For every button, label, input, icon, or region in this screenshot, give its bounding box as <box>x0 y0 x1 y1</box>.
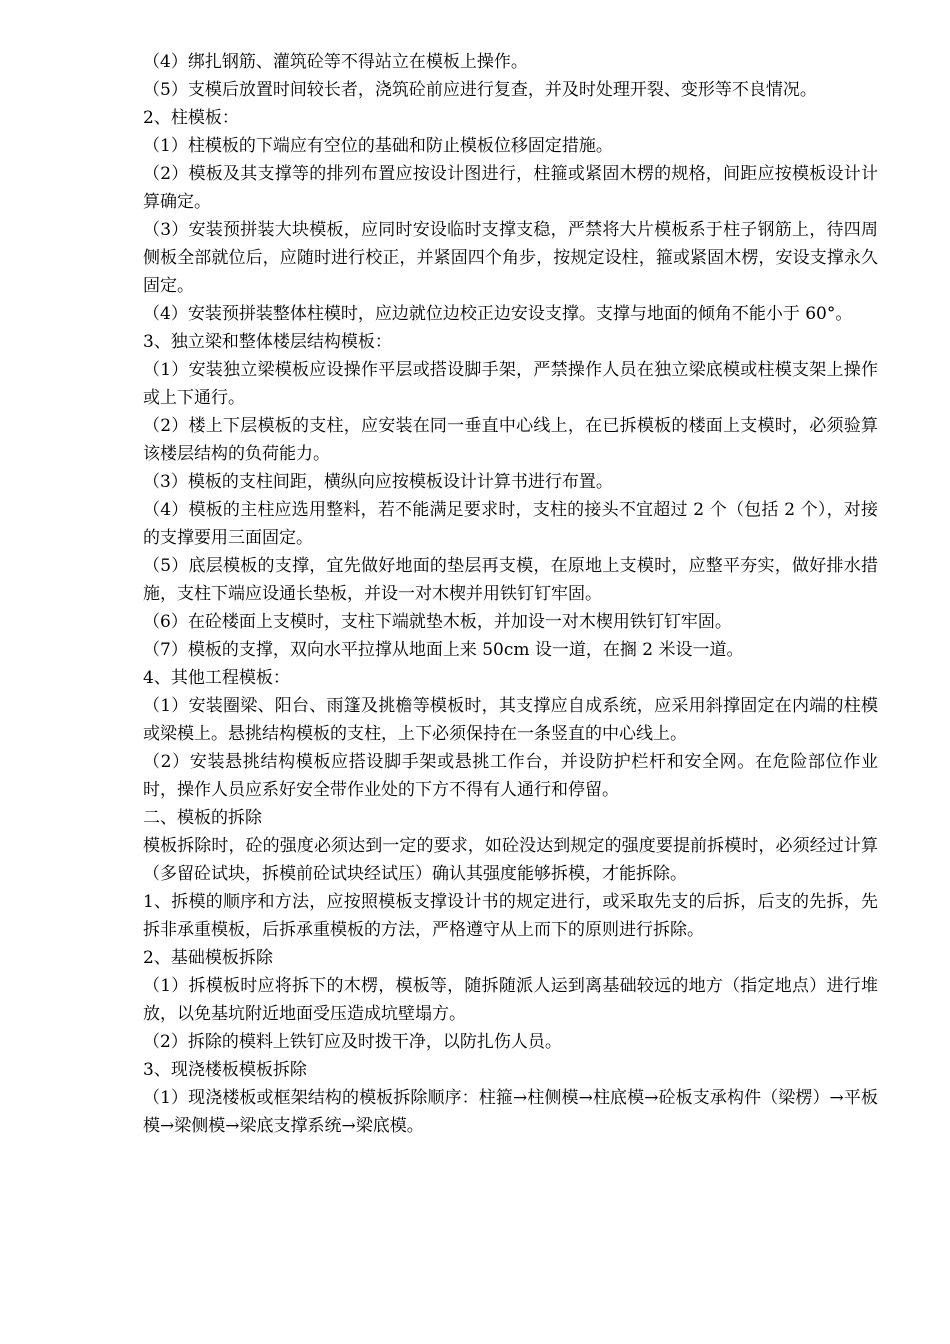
paragraph-23: （1）拆模板时应将拆下的木楞，模板等，随拆随派人运到离基础较远的地方（指定地点）进行堆放，以免基坑附近地面受压造成坑壁塌方。 <box>143 976 878 1024</box>
paragraph-10: （2）楼上下层模板的支柱，应安装在同一垂直中心线上，在已拆模板的楼面上支模时，必须验算该楼层结构的负荷能力。 <box>143 416 878 464</box>
section-heading-other-formwork: 4、其他工程模板： <box>143 668 290 688</box>
paragraph-17: （1）安装圈梁、阳台、雨篷及挑檐等模板时，其支撑应自成系统，应采用斜撑固定在内端的柱模或梁模上。悬挑结构模板的支柱，上下必须保持在一条竖直的中心线上。 <box>143 696 878 744</box>
paragraph-18: （2）安装悬挑结构模板应搭设脚手架或悬挑工作台，并设防护栏杆和安全网。在危险部位作业时，操作人员应系好安全带作业处的下方不得有人通行和停留。 <box>143 752 878 800</box>
paragraph-2: （5）支模后放置时间较长者，浇筑砼前应进行复查，并及时处理开裂、变形等不良情况。 <box>143 80 817 100</box>
paragraph-15: （7）模板的支撑，双向水平拉撑从地面上来 50cm 设一道，在搁 2 米设一道。 <box>143 640 744 660</box>
section-heading-slab-removal: 3、现浇楼板模板拆除 <box>143 1060 307 1080</box>
paragraph-5: （2）模板及其支撑等的排列布置应按设计图进行，柱箍或紧固木楞的规格，间距应按模板设计计算确定。 <box>143 164 878 212</box>
paragraph-9: （1）安装独立梁模板应设操作平层或搭设脚手架，严禁操作人员在独立梁底模或柱模支架上操作或上下通行。 <box>143 360 878 408</box>
paragraph-13: （5）底层模板的支撑，宜先做好地面的垫层再支模，在原地上支模时，应整平夯实，做好排水措施，支柱下端应设通长垫板，并设一对木楔并用铁钉钉牢固。 <box>143 556 878 604</box>
section-heading-beam-floor-formwork: 3、独立梁和整体楼层结构模板： <box>143 332 392 352</box>
paragraph-1: （4）绑扎钢筋、灌筑砼等不得站立在模板上操作。 <box>143 52 528 72</box>
paragraph-24: （2）拆除的模料上铁钉应及时拨干净，以防扎伤人员。 <box>143 1032 562 1052</box>
paragraph-11: （3）模板的支柱间距，横纵向应按模板设计计算书进行布置。 <box>143 472 613 492</box>
paragraph-7: （4）安装预拼装整体柱模时，应边就位边校正边安设支撑。支撑与地面的倾角不能小于 60°。 <box>143 304 853 324</box>
paragraph-20: 模板拆除时，砼的强度必须达到一定的要求，如砼没达到规定的强度要提前拆模时，必须经过计算（多留砼试块，拆模前砼试块经试压）确认其强度能够拆模，才能拆除。 <box>143 836 878 884</box>
paragraph-14: （6）在砼楼面上支模时，支柱下端就垫木板，并加设一对木楔用铁钉钉牢固。 <box>143 612 732 632</box>
paragraph-4: （1）柱模板的下端应有空位的基础和防止模板位移固定措施。 <box>143 136 613 156</box>
paragraph-21: 1、拆模的顺序和方法，应按照模板支撑设计书的规定进行，或采取先支的后拆，后支的先拆，先拆非承重模板，后拆承重模板的方法，严格遵守从上而下的原则进行拆除。 <box>143 892 878 940</box>
section-heading-column-formwork: 2、柱模板： <box>143 108 239 128</box>
paragraph-12: （4）模板的主柱应选用整料，若不能满足要求时，支柱的接头不宜超过 2 个（包括 2 个），对接的支撑要用三面固定。 <box>143 500 878 548</box>
document-page <box>143 48 878 1140</box>
section-heading-foundation-removal: 2、基础模板拆除 <box>143 948 273 968</box>
section-heading-formwork-removal: 二、模板的拆除 <box>143 808 262 828</box>
paragraph-6: （3）安装预拼装大块模板，应同时安设临时支撑支稳，严禁将大片模板系于柱子钢筋上，待四周侧板全部就位后，应随时进行校正，并紧固四个角步，按规定设柱，箍或紧固木楞，安设支撑永久固定。 <box>143 220 878 296</box>
paragraph-26: （1）现浇楼板或框架结构的模板拆除顺序：柱箍→柱侧模→柱底模→砼板支承构件（梁楞）→平板模→梁侧模→梁底支撑系统→梁底模。 <box>143 1088 878 1136</box>
